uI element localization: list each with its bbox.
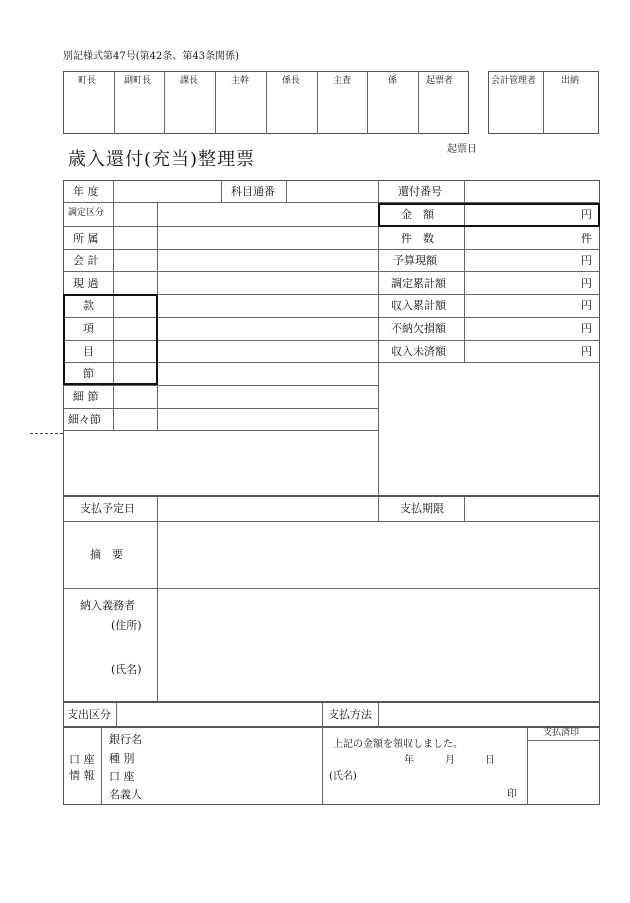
payment-table [63, 496, 600, 702]
scheduled-payment-date-label: 支払予定日 [80, 502, 135, 515]
budget-classification-box [63, 294, 158, 385]
income-total-unit: 円 [581, 299, 592, 312]
payer-address-label: (住所) [111, 619, 142, 632]
moku-label: 目 [83, 345, 94, 358]
stamp-label-mayor: 町長 [78, 76, 97, 86]
income-uncollected-unit: 円 [581, 345, 592, 358]
adjustment-total-label: 調定累計額 [391, 277, 446, 290]
amount-label: 金 額 [401, 208, 434, 221]
account-info-label-1: 口 座 [69, 753, 95, 766]
stamp-label-deputy-mayor: 副町長 [124, 76, 152, 86]
current-past-label: 現 過 [73, 277, 99, 290]
account-type-label: 種 別 [109, 752, 135, 765]
saisaisetsu-label: 細々節 [68, 413, 101, 426]
receipt-month-label: 月 [445, 755, 455, 766]
count-label: 件 数 [401, 232, 434, 245]
paid-stamp-label: 支払済印 [543, 728, 580, 738]
refund-number-label: 還付番号 [398, 185, 442, 198]
form-title: 歳入還付(充当)整理票 [68, 149, 256, 170]
bank-name-label: 銀行名 [109, 733, 142, 746]
account-label: 会 計 [73, 254, 99, 267]
payment-deadline-label: 支払期限 [400, 502, 444, 515]
seal-label: 印 [507, 789, 517, 800]
receipt-name-label: (氏名) [329, 771, 357, 782]
receipt-year-label: 年 [404, 755, 414, 766]
stamp-label-subsection-chief: 係長 [282, 76, 301, 86]
saisetsu-label: 細 節 [73, 390, 99, 403]
kan-label: 款 [83, 299, 94, 312]
fiscal-year-label: 年 度 [73, 185, 99, 198]
payment-method-label: 支払方法 [328, 708, 372, 721]
account-info-table [63, 727, 600, 805]
form-reference: 別記様式第47号(第42条、第43条関係) [63, 51, 239, 62]
stamp-label-cashier: 出納 [561, 76, 580, 86]
stamp-label-section-chief: 課長 [180, 76, 199, 86]
stamp-label-chief-officer: 主幹 [231, 76, 250, 86]
stamp-label-accounting-manager: 会計管理者 [491, 76, 537, 86]
count-unit: 件 [581, 232, 592, 245]
budget-current-label: 予算現額 [393, 254, 437, 267]
stamp-label-staff: 係 [388, 76, 398, 86]
adjustment-class-label: 調定区分 [68, 208, 105, 218]
receipt-statement: 上記の金額を領収しました。 [333, 739, 463, 750]
stamp-label-drafter: 起票者 [426, 76, 454, 86]
unpaid-loss-unit: 円 [581, 322, 592, 335]
income-uncollected-label: 収入未済額 [391, 345, 446, 358]
amount-unit: 円 [581, 208, 592, 221]
income-total-label: 収入累計額 [391, 299, 446, 312]
unpaid-loss-label: 不納欠損額 [391, 322, 446, 335]
payer-name-label: (氏名) [111, 663, 142, 676]
department-label: 所 属 [73, 232, 99, 245]
budget-current-unit: 円 [581, 254, 592, 267]
receipt-day-label: 日 [485, 755, 495, 766]
issue-date-label: 起票日 [447, 144, 477, 155]
kou-label: 項 [83, 322, 94, 335]
account-number-label: 口 座 [109, 770, 135, 783]
subject-code-label: 科目通番 [231, 185, 275, 198]
account-holder-label: 名義人 [109, 788, 142, 801]
payer-label: 納入義務者 [80, 599, 135, 612]
expense-class-label: 支出区分 [67, 708, 111, 721]
cut-line [30, 433, 63, 434]
account-info-label-2: 情 報 [69, 769, 95, 782]
stamp-label-inspector: 主査 [333, 76, 352, 86]
setsu-label: 節 [83, 367, 94, 380]
summary-label: 摘 要 [90, 548, 123, 561]
adjustment-total-unit: 円 [581, 277, 592, 290]
